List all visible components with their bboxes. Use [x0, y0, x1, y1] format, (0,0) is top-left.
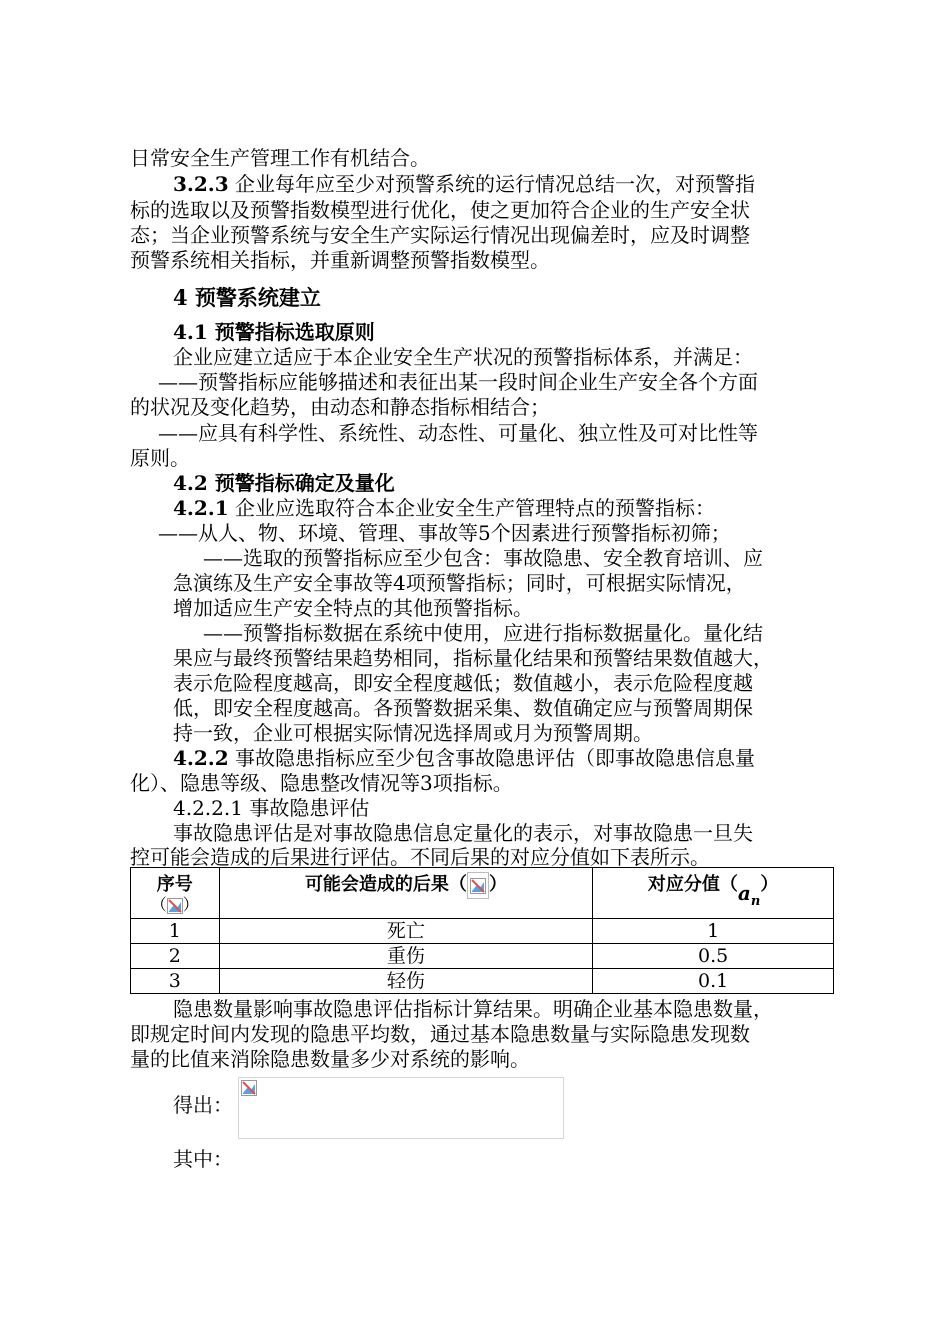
table-row: [131, 969, 834, 994]
cell-outcome: 死亡: [219, 919, 593, 944]
table-row: [131, 944, 834, 969]
section-heading: 4 预警系统建立: [173, 285, 321, 310]
header-sub: （ ）: [150, 895, 199, 914]
text-line: ——预警指标应能够描述和表征出某一段时间企业生产安全各个方面: [158, 370, 758, 394]
text-line: 量的比值来消除隐患数量多少对系统的影响。: [130, 1047, 530, 1071]
text-line: 控可能会造成的后果进行评估。不同后果的对应分值如下表所示。: [130, 845, 710, 869]
outcome-score-table: [130, 867, 834, 994]
cell-score: 0.5: [593, 944, 834, 969]
clause-text: 事故隐患指标应至少包含事故隐患评估（即事故隐患信息量: [235, 746, 756, 770]
text-line: 预警系统相关指标，并重新调整预警指数模型。: [130, 248, 550, 272]
broken-image-icon: [470, 878, 486, 894]
text-line: [173, 496, 715, 521]
cell-score: 0.1: [593, 969, 834, 994]
formula-variable: $a_n$: [737, 881, 761, 909]
header-score: [593, 868, 834, 919]
clause-number: 3.2.3: [173, 172, 229, 196]
text-line: ——从人、物、环境、管理、事故等5个因素进行预警指标初筛；: [158, 521, 731, 545]
cell-index: 3: [131, 969, 220, 994]
header-outcome: [219, 868, 593, 919]
text-line: [173, 746, 755, 771]
text-line: 4.2.2.1 事故隐患评估: [173, 796, 370, 820]
cell-index: 1: [131, 919, 220, 944]
header-index: [131, 868, 220, 919]
table-header-row: [131, 868, 834, 919]
text-line: 态；当企业预警系统与安全生产实际运行情况出现偏差时，应及时调整: [130, 223, 750, 247]
text-line: 企业应建立适应于本企业安全生产状况的预警指标体系，并满足：: [173, 345, 753, 369]
subsection-heading: 4.1 预警指标选取原则: [173, 320, 375, 344]
text-line: 的状况及变化趋势，由动态和静态指标相结合；: [130, 395, 550, 419]
header-label: 可能会造成的后果（: [304, 874, 467, 895]
text-line: ——选取的预警指标应至少包含：事故隐患、安全教育培训、应: [203, 546, 763, 570]
text-line: 标的选取以及预警指数模型进行优化，使之更加符合企业的生产安全状: [130, 198, 750, 222]
header-close: ）: [488, 874, 507, 895]
cell-index: 2: [131, 944, 220, 969]
text-line: 化）、隐患等级、隐患整改情况等3项指标。: [130, 771, 513, 795]
clause-number: 4.2.2: [173, 746, 229, 770]
text-line: 得出：: [173, 1093, 233, 1117]
image-frame: [467, 872, 489, 899]
cell-score: 1: [593, 919, 834, 944]
text-line: 增加适应生产安全特点的其他预警指标。: [173, 596, 533, 620]
text-line: 日常安全生产管理工作有机结合。: [130, 146, 430, 170]
broken-image-icon: [241, 1080, 257, 1096]
text-line: 即规定时间内发现的隐患平均数，通过基本隐患数量与实际隐患发现数: [130, 1022, 750, 1046]
clause-text: 企业每年应至少对预警系统的运行情况总结一次，对预警指: [235, 172, 756, 196]
header-close: ）: [760, 874, 779, 895]
text-line: 急演练及生产安全事故等4项预警指标；同时，可根据实际情况，: [173, 571, 746, 595]
text-line: 持一致，企业可根据实际情况选择周或月为预警周期。: [173, 721, 653, 745]
text-line: 隐患数量影响事故隐患评估指标计算结果。明确企业基本隐患数量，: [173, 997, 773, 1021]
text-line: [173, 172, 755, 197]
text-line: 果应与最终预警结果趋势相同，指标量化结果和预警结果数值越大，: [173, 646, 773, 670]
clause-text: 企业应选取符合本企业安全生产管理特点的预警指标：: [235, 496, 716, 520]
clause-number: 4.2.1: [173, 496, 229, 520]
text-line: 其中：: [173, 1147, 233, 1171]
subsection-heading: 4.2 预警指标确定及量化: [173, 471, 395, 495]
text-line: 低，即安全程度越高。各预警数据采集、数值确定应与预警周期保: [173, 696, 753, 720]
text-line: 表示危险程度越高，即安全程度越低；数值越小，表示危险程度越: [173, 671, 753, 695]
text-line: 原则。: [130, 446, 190, 470]
header-label: 对应分值（: [647, 874, 738, 895]
formula-image: [238, 1077, 564, 1139]
broken-image-icon: [167, 898, 183, 914]
text-line: ——应具有科学性、系统性、动态性、可量化、独立性及可对比性等: [158, 421, 758, 445]
table-row: [131, 919, 834, 944]
text-line: ——预警指标数据在系统中使用，应进行指标数据量化。量化结: [203, 621, 763, 645]
header-label: 序号: [156, 874, 193, 895]
cell-outcome: 重伤: [219, 944, 593, 969]
cell-outcome: 轻伤: [219, 969, 593, 994]
text-line: 事故隐患评估是对事故隐患信息定量化的表示，对事故隐患一旦失: [173, 821, 753, 845]
